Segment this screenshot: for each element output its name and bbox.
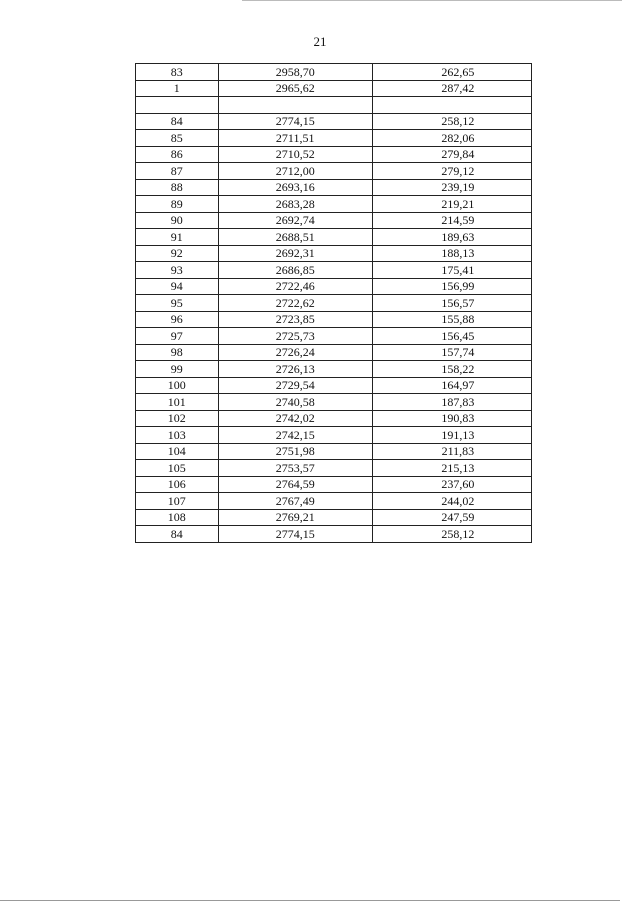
cell-value: 156,99 [441,279,475,294]
table-row [136,328,532,345]
cell-value: 279,84 [441,147,475,162]
table-row [136,377,532,394]
table-row [136,179,532,196]
cell-value: 191,13 [441,427,475,442]
point-number-cell [136,344,219,361]
table-row [136,212,532,229]
table-row [136,64,532,81]
x-coordinate-cell [218,361,372,378]
cell-value: 91 [170,229,183,244]
point-number-cell [136,80,219,97]
point-number-cell [136,377,219,394]
cell-value: 105 [167,460,186,475]
table-row [136,526,532,543]
cell-value: 87 [170,163,183,178]
cell-value: 214,59 [441,213,475,228]
point-number-cell [136,427,219,444]
y-coordinate-cell [372,328,531,345]
y-coordinate-cell [372,179,531,196]
y-coordinate-cell [372,460,531,477]
point-number-cell [136,526,219,543]
cell-value: 247,59 [441,510,475,525]
point-number-cell [136,97,219,114]
cell-value: 98 [170,345,183,360]
y-coordinate-cell [372,130,531,147]
cell-value: 237,60 [441,477,475,492]
y-coordinate-cell [372,344,531,361]
cell-value: 2740,58 [275,394,315,409]
point-number-cell [136,394,219,411]
cell-value: 88 [170,180,183,195]
x-coordinate-cell [218,295,372,312]
x-coordinate-cell [218,163,372,180]
cell-value: 258,12 [441,114,475,129]
y-coordinate-cell [372,245,531,262]
cell-value: 189,63 [441,229,475,244]
point-number-cell [136,509,219,526]
cell-value: 86 [170,147,183,162]
point-number-cell [136,328,219,345]
y-coordinate-cell [372,311,531,328]
point-number-cell [136,361,219,378]
cell-value: 104 [167,444,186,459]
cell-value: 2692,31 [275,246,315,261]
cell-value: 258,12 [441,526,475,541]
table-row [136,163,532,180]
y-coordinate-cell [372,361,531,378]
cell-value: 164,97 [441,378,475,393]
cell-value: 2726,13 [275,361,315,376]
cell-value: 2751,98 [275,444,315,459]
x-coordinate-cell [218,113,372,130]
cell-value: 244,02 [441,493,475,508]
cell-value: 279,12 [441,163,475,178]
cell-value: 108 [167,510,186,525]
cell-value: 2729,54 [275,378,315,393]
x-coordinate-cell [218,196,372,213]
table-row [136,278,532,295]
cell-value: 96 [170,312,183,327]
cell-value: 287,42 [441,81,475,96]
cell-value: 187,83 [441,394,475,409]
cell-value: 2693,16 [275,180,315,195]
table-row [136,229,532,246]
y-coordinate-cell [372,493,531,510]
cell-value: 2769,21 [275,510,315,525]
x-coordinate-cell [218,212,372,229]
point-number-cell [136,64,219,81]
point-number-cell [136,311,219,328]
x-coordinate-cell [218,146,372,163]
y-coordinate-cell [372,410,531,427]
point-number-cell [136,278,219,295]
cell-value: 94 [170,279,183,294]
x-coordinate-cell [218,476,372,493]
point-number-cell [136,295,219,312]
cell-value: 99 [170,361,183,376]
cell-value: 84 [170,526,183,541]
cell-value: 101 [167,394,186,409]
cell-value: 2774,15 [275,526,315,541]
coordinates-table [135,63,532,543]
point-number-cell [136,476,219,493]
cell-value: 2726,24 [275,345,315,360]
point-number-cell [136,130,219,147]
cell-value: 95 [170,295,183,310]
y-coordinate-cell [372,476,531,493]
x-coordinate-cell [218,64,372,81]
x-coordinate-cell [218,526,372,543]
cell-value: 102 [167,411,186,426]
cell-value: 89 [170,196,183,211]
cell-value: 215,13 [441,460,475,475]
cell-value: 239,19 [441,180,475,195]
point-number-cell [136,163,219,180]
table-row [136,394,532,411]
point-number-cell [136,229,219,246]
table-row [136,361,532,378]
y-coordinate-cell [372,212,531,229]
point-number-cell [136,262,219,279]
cell-value: 2711,51 [275,130,315,145]
point-number-cell [136,113,219,130]
x-coordinate-cell [218,328,372,345]
cell-value: 2767,49 [275,493,315,508]
y-coordinate-cell [372,97,531,114]
x-coordinate-cell [218,410,372,427]
cell-value: 211,83 [441,444,475,459]
cell-value: 219,21 [441,196,475,211]
y-coordinate-cell [372,394,531,411]
x-coordinate-cell [218,344,372,361]
cell-value: 2722,46 [275,279,315,294]
cell-value: 107 [167,493,186,508]
page-number: 21 [313,34,327,49]
x-coordinate-cell [218,278,372,295]
cell-value: 2958,70 [275,64,315,79]
point-number-cell [136,179,219,196]
point-number-cell [136,443,219,460]
y-coordinate-cell [372,80,531,97]
x-coordinate-cell [218,179,372,196]
table-row [136,509,532,526]
cell-value: 158,22 [441,361,475,376]
x-coordinate-cell [218,443,372,460]
y-coordinate-cell [372,377,531,394]
x-coordinate-cell [218,377,372,394]
cell-value: 2764,59 [275,477,315,492]
cell-value: 2753,57 [275,460,315,475]
cell-value: 2686,85 [275,262,315,277]
coordinates-table-body [136,64,532,543]
y-coordinate-cell [372,196,531,213]
table-row [136,130,532,147]
point-number-cell [136,212,219,229]
y-coordinate-cell [372,443,531,460]
point-number-cell [136,196,219,213]
cell-value: 100 [167,378,186,393]
table-row [136,476,532,493]
cell-value: 282,06 [441,130,475,145]
table-row [136,493,532,510]
y-coordinate-cell [372,295,531,312]
table-row [136,113,532,130]
x-coordinate-cell [218,493,372,510]
point-number-cell [136,245,219,262]
y-coordinate-cell [372,113,531,130]
cell-value: 2965,62 [275,81,315,96]
x-coordinate-cell [218,311,372,328]
table-row [136,146,532,163]
cell-value: 97 [170,328,183,343]
y-coordinate-cell [372,229,531,246]
cell-value: 175,41 [441,262,475,277]
table-row [136,460,532,477]
point-number-cell [136,460,219,477]
y-coordinate-cell [372,509,531,526]
x-coordinate-cell [218,427,372,444]
table-row [136,344,532,361]
cell-value: 2742,02 [275,411,315,426]
table-row [136,97,532,114]
table-row [136,427,532,444]
table-row [136,311,532,328]
x-coordinate-cell [218,394,372,411]
cell-value: 90 [170,213,183,228]
cell-value: 2683,28 [275,196,315,211]
cell-value: 2692,74 [275,213,315,228]
scan-edge-line-top [242,0,622,1]
cell-value: 262,65 [441,64,475,79]
cell-value: 2774,15 [275,114,315,129]
cell-value: 156,45 [441,328,475,343]
x-coordinate-cell [218,509,372,526]
cell-value: 188,13 [441,246,475,261]
cell-value: 1 [173,81,180,96]
cell-value: 2688,51 [275,229,315,244]
scan-edge-line-bottom [0,900,620,901]
x-coordinate-cell [218,229,372,246]
x-coordinate-cell [218,460,372,477]
cell-value: 84 [170,114,183,129]
cell-value: 92 [170,246,183,261]
cell-value: 2712,00 [275,163,315,178]
cell-value: 2723,85 [275,312,315,327]
table-row [136,410,532,427]
point-number-cell [136,410,219,427]
table-row [136,295,532,312]
y-coordinate-cell [372,146,531,163]
table-row [136,443,532,460]
cell-value: 157,74 [441,345,475,360]
y-coordinate-cell [372,163,531,180]
cell-value: 106 [167,477,186,492]
y-coordinate-cell [372,278,531,295]
cell-value: 2722,62 [275,295,315,310]
x-coordinate-cell [218,130,372,147]
x-coordinate-cell [218,245,372,262]
cell-value: 155,88 [441,312,475,327]
cell-value: 103 [167,427,186,442]
x-coordinate-cell [218,262,372,279]
y-coordinate-cell [372,427,531,444]
cell-value: 2725,73 [275,328,315,343]
table-row [136,196,532,213]
x-coordinate-cell [218,80,372,97]
x-coordinate-cell [218,97,372,114]
cell-value: 93 [170,262,183,277]
cell-value: 2710,52 [275,147,315,162]
y-coordinate-cell [372,64,531,81]
cell-value: 156,57 [441,295,475,310]
point-number-cell [136,146,219,163]
table-row [136,80,532,97]
table-row [136,245,532,262]
cell-value: 2742,15 [275,427,315,442]
cell-value: 190,83 [441,411,475,426]
table-row [136,262,532,279]
point-number-cell [136,493,219,510]
cell-value: 85 [170,130,183,145]
y-coordinate-cell [372,526,531,543]
cell-value: 83 [170,64,183,79]
y-coordinate-cell [372,262,531,279]
